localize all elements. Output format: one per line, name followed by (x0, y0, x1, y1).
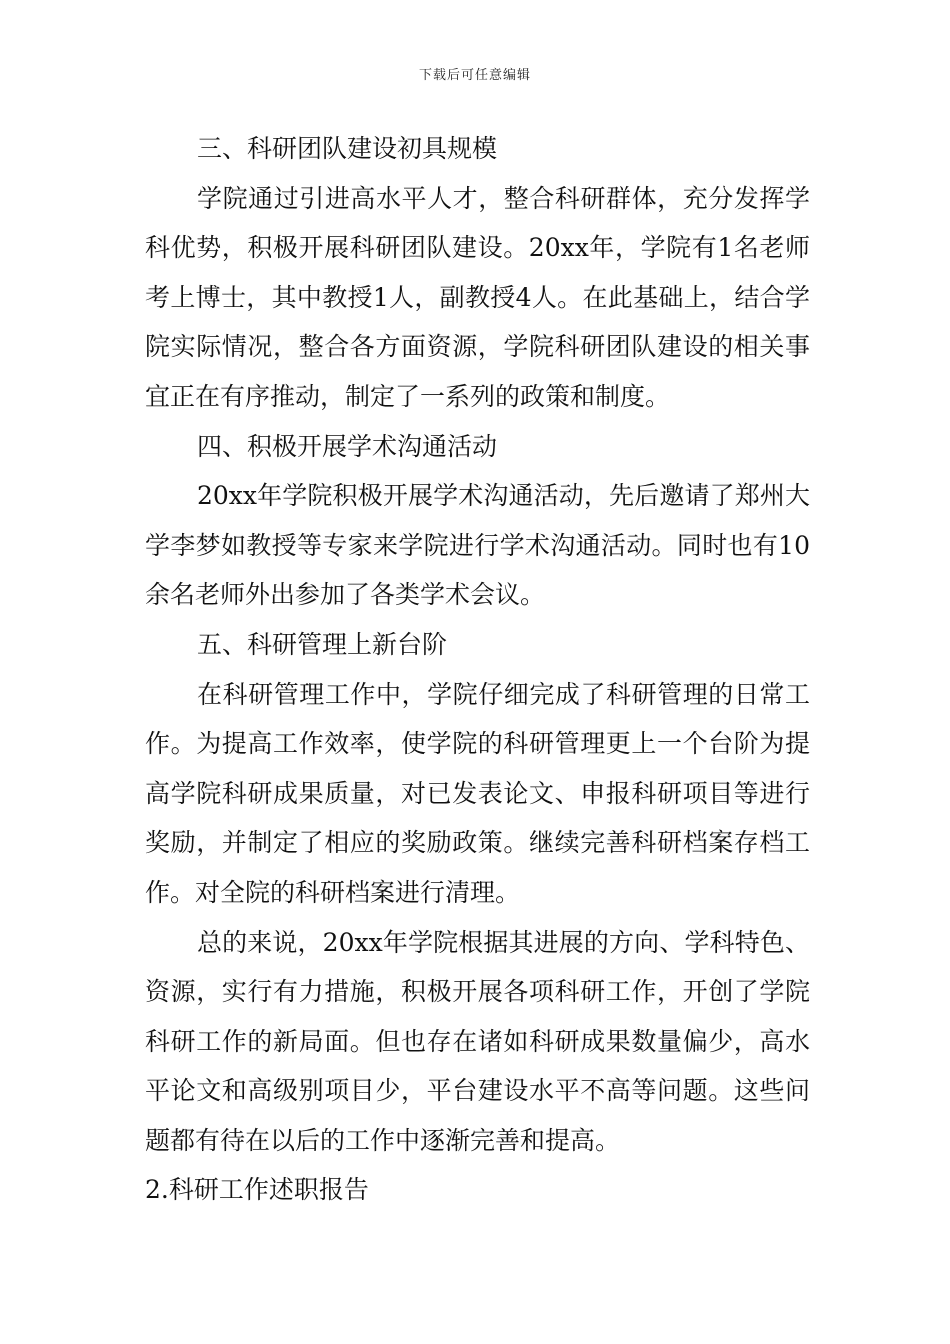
header-note: 下载后可任意编辑 (418, 68, 531, 83)
section-heading-5: 五、科研管理上新台阶 (197, 629, 448, 659)
paragraph-research-team: 学院通过引进高水平人才，整合科研群体，充分发挥学科优势，积极开展科研团队建设。20xx年，学院有1名老师考上博士，其中教授1人，副教授4人。在此基础上，结合学院实际情况，整合各方面资源，学院科研团队建设的相关事宜正在有序推动，制定了一系列的政策和制度。 (145, 183, 810, 411)
paragraph-academic-exchange: 20xx年学院积极开展学术沟通活动，先后邀请了郑州大学李梦如教授等专家来学院进行学术沟通活动。同时也有10余名老师外出参加了各类学术会议。 (145, 481, 810, 610)
paragraph-research-management: 在科研管理工作中，学院仔细完成了科研管理的日常工作。为提高工作效率，使学院的科研管理更上一个台阶为提高学院科研成果质量，对已发表论文、申报科研项目等进行奖励，并制定了相应的奖励政策。继续完善科研档案存档工作。对全院的科研档案进行清理。 (145, 679, 810, 907)
paragraph-summary: 总的来说，20xx年学院根据其进展的方向、学科特色、资源，实行有力措施，积极开展各项科研工作，开创了学院科研工作的新局面。但也存在诸如科研成果数量偏少，高水平论文和高级别项目少，平台建设水平不高等问题。这些问题都有待在以后的工作中逐渐完善和提高。 (145, 927, 810, 1155)
section-heading-4: 四、积极开展学术沟通活动 (197, 431, 498, 461)
section-heading-3: 三、科研团队建设初具规模 (197, 134, 498, 163)
next-report-title: 2.科研工作述职报告 (145, 1175, 369, 1205)
document-body (145, 124, 810, 1215)
